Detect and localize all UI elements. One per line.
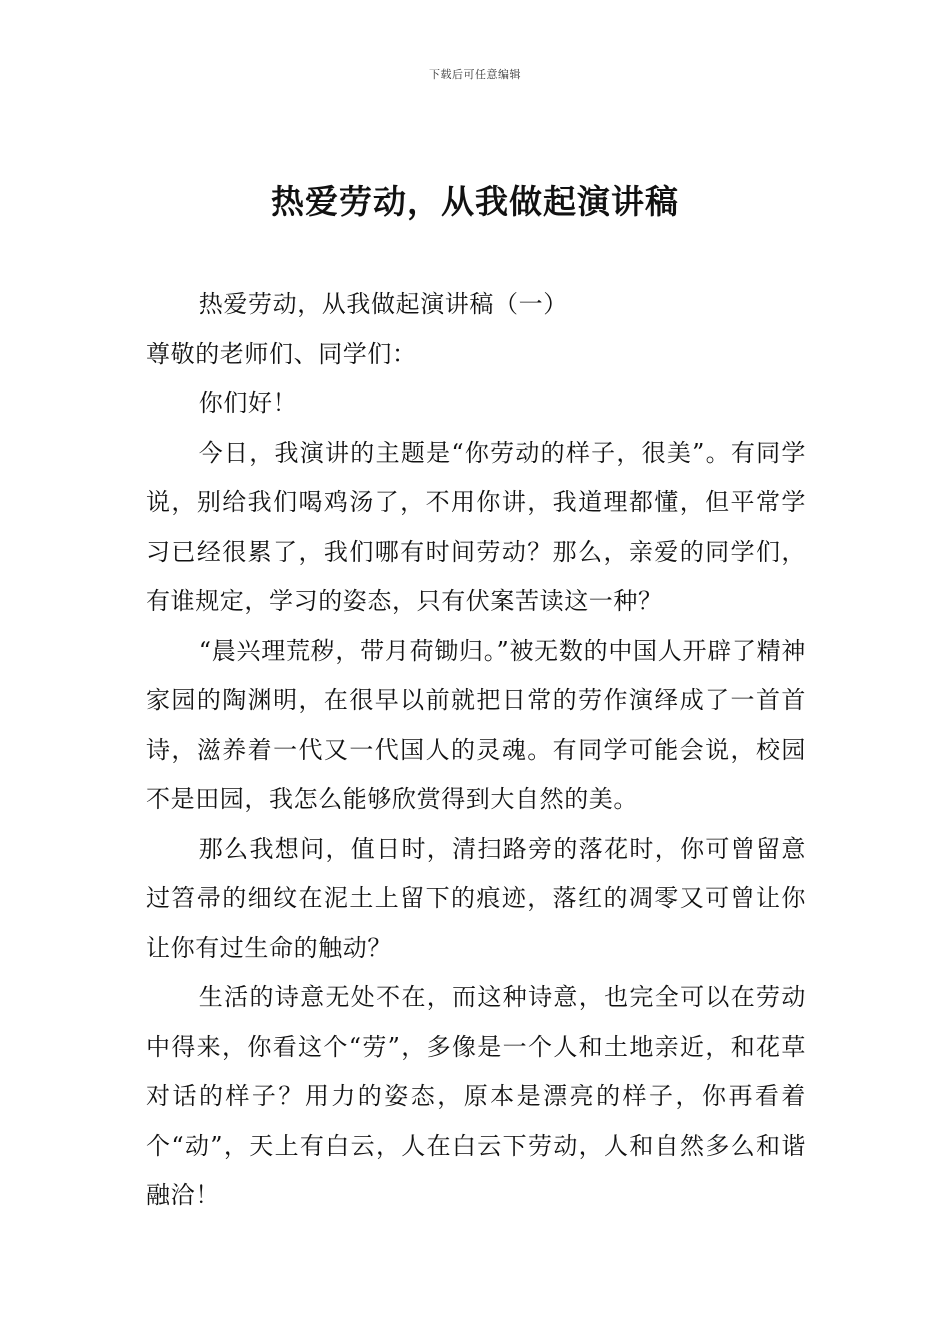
salutation: 尊敬的老师们、同学们： — [146, 339, 417, 368]
paragraph: “晨兴理荒秽，带月荷锄归。”被无数的中国人开辟了精神家园的陶渊明，在很早以前就把日常的劳作演绎成了一首首诗，滋养着一代又一代国人的灵魂。有同学可能会说，校园不是田园，我怎么能够欣赏得到大自然的美。 — [146, 636, 806, 813]
document-body — [146, 280, 806, 1221]
paragraph: 那么我想问，值日时，清扫路旁的落花时，你可曾留意过笤帚的细纹在泥土上留下的痕迹，落红的凋零又可曾让你让你有过生命的触动？ — [146, 834, 806, 962]
header-note: 下载后可任意编辑 — [429, 68, 521, 81]
document-title: 热爱劳动，从我做起演讲稿 — [271, 182, 679, 221]
paragraph: 今日，我演讲的主题是“你劳动的样子，很美”。有同学说，别给我们喝鸡汤了，不用你讲，我道理都懂，但平常学习已经很累了，我们哪有时间劳动？那么，亲爱的同学们，有谁规定，学习的姿态，只有伏案苦读这一种？ — [146, 438, 806, 615]
greeting: 你们好！ — [198, 389, 298, 417]
section-heading: 热爱劳动，从我做起演讲稿（一） — [198, 290, 568, 318]
paragraph: 生活的诗意无处不在，而这种诗意，也完全可以在劳动中得来，你看这个“劳”，多像是一个人和土地亲近，和花草对话的样子？用力的姿态，原本是漂亮的样子，你再看着个“动”，天上有白云，人在白云下劳动，人和自然多么和谐融洽！ — [146, 983, 806, 1209]
